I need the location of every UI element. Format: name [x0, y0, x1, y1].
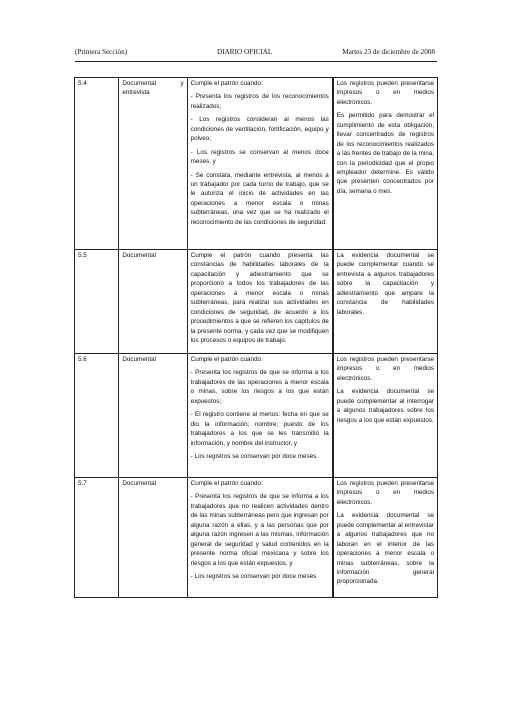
compliance-table	[74, 77, 438, 598]
criteria-cell	[187, 478, 333, 598]
observation-paragraph: Los registros pueden presentarse impresos o en medios electrónicos.	[336, 80, 434, 106]
criteria-paragraph: - Presenta los registros de que se informa a los trabajadores que no realicen actividades dentro de las minas subterráneas pero que ingresan por alguna razón a ellas, y a las personas que por alguna razón ingresen a las mismas, información general de seguridad y salud contenidos en la presente norma oficial mexicana y sobre los riesgos a los que están expuestos, y	[190, 493, 329, 567]
criteria-paragraph: Cumple el patrón cuando:	[190, 356, 263, 363]
criteria-paragraph: - Presenta los registros de los reconocimientos realizados;	[190, 93, 329, 110]
criteria-cell	[187, 78, 333, 250]
row-number: 5.4	[75, 78, 119, 250]
criteria-paragraph: Cumple el patrón cuando:	[190, 480, 263, 487]
observation-paragraph: Es permitido para demostrar el cumplimiento de esta obligación, llevar concentrados de registros de los reconocimientos realizados a las frentes de trabajo de la mina, con la periodicidad que el propio empleador determine. Es válido que presenten concentrados por día, semana o mes.	[336, 112, 434, 195]
header-rule	[75, 61, 437, 62]
section-label: (Primera Sección)	[75, 48, 128, 56]
observations-cell	[333, 354, 438, 478]
criteria-paragraph: - El registro contiene al menos: fecha en que se dio la información; nombre; puesto de los trabajadores a los que se les transmitió la información, y nombre del instructor, y	[190, 411, 329, 447]
observation-paragraph: La evidencia documental se puede complementar al entrevistar a algunos trabajadores que no laboran en el interior de las operaciones a menor escala o minas subterráneas, sobre la información general proporcionada.	[336, 512, 434, 586]
verification-type: Documental	[119, 250, 187, 354]
table-row	[75, 250, 438, 354]
publication-title: DIARIO OFICIAL	[217, 48, 273, 56]
table-row	[75, 78, 438, 250]
type-main: Documental	[122, 80, 156, 87]
table-row	[75, 478, 438, 598]
criteria-paragraph: - Presenta los registros de que se informa a los trabajadores de las operaciones a menor escala o minas, sobre los riesgos a los que están expuestos;	[190, 369, 329, 405]
verification-type	[119, 78, 187, 250]
page-header	[75, 48, 435, 60]
publication-date: Martes 23 de diciembre de 2008	[342, 48, 435, 56]
observation-paragraph: Los registros pueden presentarse impresos o en medios electrónicos.	[336, 480, 434, 506]
criteria-paragraph: Cumple el patrón cuando:	[190, 80, 263, 87]
observations-cell	[333, 78, 438, 250]
criteria-paragraph: - Los registros consideran al menos las condiciones de ventilación, fortificación, equipo y polveo;	[190, 116, 329, 143]
criteria-paragraph: - Los registros se conservan por doce meses	[190, 572, 317, 580]
observation-paragraph: Los registros pueden presentarse impresos o en medios electrónicos.	[336, 356, 434, 382]
criteria-paragraph: - Los registros se conservan por doce meses.	[190, 452, 319, 460]
verification-type: Documental	[119, 478, 187, 598]
observations-cell	[333, 478, 438, 598]
observation-paragraph: La evidencia documental se puede complementar cuando se entrevista a algunos trabajadores sobre la capacitación y adiestramiento que ampare la constancia de habilidades laborales.	[336, 252, 434, 316]
row-number: 5.7	[75, 478, 119, 598]
row-number: 5.5	[75, 250, 119, 354]
table-row	[75, 354, 438, 478]
observation-paragraph: La evidencia documental se puede complementar al interrogar a algunos trabajadores sobre los riesgos a los que están expuestos.	[336, 388, 434, 424]
criteria-paragraph: Cumple el patrón cuando presenta las constancias de habilidades laborales de la capacitación y adiestramiento que se proporcionó a todos los trabajadores de las operaciones a menor escala o minas subterráneas, para realizar sus actividades en condiciones de seguridad, de acuerdo a los procedimientos a que se refieren los capítulos de la presente norma, y cada vez que se modifiquen los procesos o equipos de trabajo.	[190, 252, 329, 344]
type-connector: y	[180, 80, 184, 87]
criteria-paragraph: - Se constata, mediante entrevista, al menos a un trabajador por cada turno de trabajo, que se le autoriza el inicio de actividades en las operaciones a menor escala o minas subterráneas, una vez que se ha realizado el reconocimiento de las condiciones de seguridad.	[190, 171, 329, 226]
row-number: 5.6	[75, 354, 119, 478]
type-second: entrevista	[122, 89, 150, 97]
criteria-cell	[187, 250, 333, 354]
verification-type: Documental	[119, 354, 187, 478]
criteria-cell	[187, 354, 333, 478]
criteria-paragraph: - Los registros se conservan al menos doce meses, y	[190, 148, 329, 166]
observations-cell	[333, 250, 438, 354]
